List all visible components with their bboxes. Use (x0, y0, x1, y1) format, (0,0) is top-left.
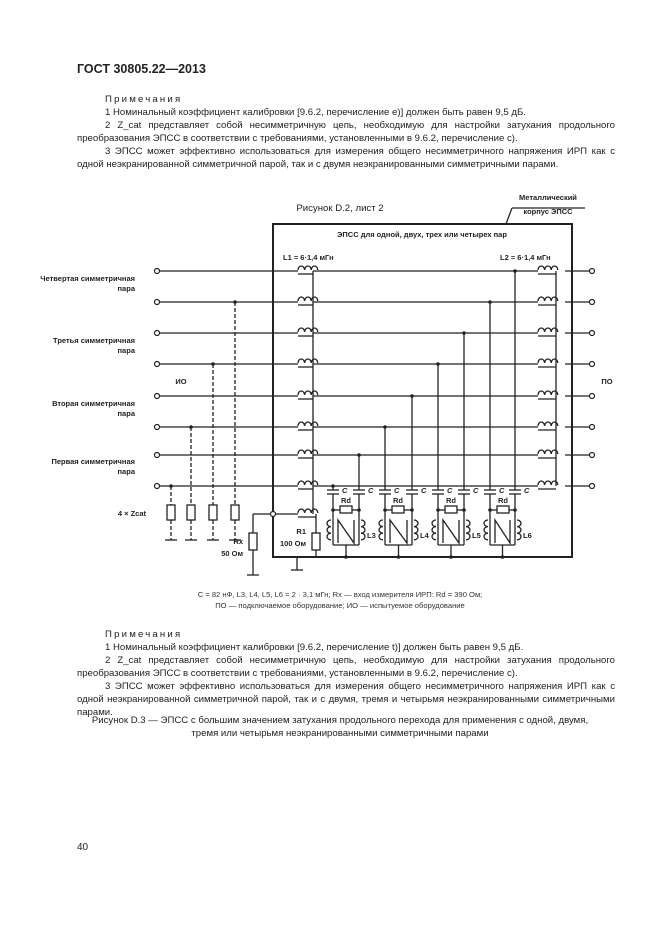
notes-title: Примечания (105, 629, 183, 640)
terminal (155, 453, 160, 458)
coil-label: L6 (523, 531, 532, 540)
housing-label: корпус ЭПСС (523, 207, 573, 216)
metal-housing (273, 224, 572, 557)
transformer-symbol (495, 520, 510, 543)
capacitor-label: C (368, 486, 374, 495)
inductor (538, 391, 558, 395)
note-3: 3 ЭПСС может эффективно использоваться для измерения общего несимметричного напряжения ИРП как с одной неэкранированной симметричной парой, так и с двумя, тремя и четырьмя неэкранированными симметричными парами. (77, 681, 615, 718)
zcat-resistor (209, 505, 217, 520)
junction-dot (501, 555, 505, 559)
figure-caption-line-1: Рисунок D.3 — ЭПСС с большим значением затухания продольного перехода для применения с одной, двумя, (91, 715, 589, 726)
l1-label: L1 = 6·1,4 мГн (283, 253, 334, 262)
inductor (538, 266, 558, 270)
coil-label: L4 (420, 531, 429, 540)
pair-label: пара (117, 284, 135, 293)
r1-value: 100 Ом (280, 539, 306, 548)
note-2: 2 Z_cat представляет собой несимметричную цепь, необходимую для настройки затухания продольного преобразования ЭПСС в соответствии с требованиями, установленными в 9.6.2, перечисление c). (77, 120, 615, 144)
notes-title: Примечания (105, 94, 183, 105)
pair-label: пара (117, 467, 135, 476)
terminal (590, 484, 595, 489)
capacitor-label: C (394, 486, 400, 495)
terminal (590, 300, 595, 305)
diagram-legend-1: C = 82 нФ, L3, L4, L5, L6 = 2 · 3,1 мГн; Rx — вход измерителя ИРП: Rd = 390 Ом; (197, 590, 483, 599)
junction-dot (449, 555, 453, 559)
terminal (155, 331, 160, 336)
rd-resistor (497, 506, 509, 513)
terminal (155, 269, 160, 274)
inductor (298, 422, 318, 426)
r1-label: R1 (296, 527, 306, 536)
terminal (590, 269, 595, 274)
io-label: ИО (175, 377, 187, 386)
terminal (155, 362, 160, 367)
coil (484, 520, 488, 540)
zcat-label: 4 × Zcat (117, 509, 146, 518)
inductor (298, 391, 318, 395)
capacitor-label: C (421, 486, 427, 495)
pair-label: пара (117, 346, 135, 355)
inductor (298, 266, 318, 270)
zcat-resistor (231, 505, 239, 520)
prev-figure-caption: Рисунок D.2, лист 2 (296, 203, 384, 214)
page-number: 40 (77, 842, 89, 853)
terminal (155, 394, 160, 399)
rd-label: Rd (498, 496, 508, 505)
coil (466, 520, 470, 540)
note-1: 1 Номинальный коэффициент калибровки [9.6.2, перечисление e)] должен быть равен 9,5 дБ. (105, 107, 526, 118)
inductor (538, 328, 558, 332)
inductor (298, 509, 318, 513)
note-1: 1 Номинальный коэффициент калибровки [9.6.2, перечисление t)] должен быть равен 9,5 дБ. (105, 642, 524, 653)
note-3: 3 ЭПСС может эффективно использоваться для измерения общего несимметричного напряжения ИРП как с одной неэкранированной симметричной парой, так и с двумя неэкранированными симметричными парами. (77, 146, 615, 170)
rx-label: Rx (233, 537, 243, 546)
document-header: ГОСТ 30805.22—2013 (77, 62, 206, 76)
zcat-resistor (167, 505, 175, 520)
capacitor-label: C (524, 486, 530, 495)
transformer-symbol (338, 520, 354, 543)
rx-resistor (249, 533, 257, 550)
terminal (271, 512, 276, 517)
inductor (298, 450, 318, 454)
coil (414, 520, 418, 540)
junction-dot (397, 555, 401, 559)
inductor (298, 481, 318, 485)
terminal (590, 362, 595, 367)
housing-label: Металлический (519, 193, 577, 202)
l2-label: L2 = 6·1,4 мГн (500, 253, 551, 262)
transformer-symbol (390, 520, 407, 543)
capacitor-label: C (342, 486, 348, 495)
inductor (538, 450, 558, 454)
inductor (298, 328, 318, 332)
rd-resistor (445, 506, 457, 513)
junction-dot (344, 555, 348, 559)
rx-value: 50 Ом (221, 549, 243, 558)
rd-resistor (340, 506, 352, 513)
diagram-legend-2: ПО — подключаемое оборудование; ИО — испытуемое оборудование (215, 601, 465, 610)
notes-bottom (77, 628, 615, 719)
zcat-resistor (187, 505, 195, 520)
pair-label: Третья симметричная (53, 336, 135, 345)
coil (327, 520, 331, 540)
housing-label-leader (506, 208, 512, 224)
pair-label: пара (117, 409, 135, 418)
pair-label: Четвертая симметричная (40, 274, 135, 283)
inductor (298, 297, 318, 301)
terminal (590, 331, 595, 336)
pair-label: Вторая симметричная (52, 399, 135, 408)
terminal (155, 425, 160, 430)
rd-label: Rd (341, 496, 351, 505)
rd-resistor (392, 506, 404, 513)
coil (361, 520, 365, 540)
po-label: ПО (601, 377, 613, 386)
coil (432, 520, 436, 540)
r1-resistor (312, 533, 320, 550)
terminal (590, 453, 595, 458)
inductor (538, 481, 558, 485)
rd-label: Rd (393, 496, 403, 505)
coil (517, 520, 521, 540)
figure-caption-line-2: тремя или четырьмя неэкранированными симметричными парами (191, 728, 489, 739)
transformer-symbol (443, 520, 459, 543)
terminal (155, 484, 160, 489)
rd-label: Rd (446, 496, 456, 505)
inductor (298, 359, 318, 363)
coil (379, 520, 383, 540)
capacitor-label: C (499, 486, 505, 495)
inductor (538, 297, 558, 301)
pair-label: Первая симметричная (51, 457, 135, 466)
inductor (538, 422, 558, 426)
terminal (155, 300, 160, 305)
coil-label: L5 (472, 531, 481, 540)
coil-label: L3 (367, 531, 376, 540)
capacitor-label: C (447, 486, 453, 495)
inductor (538, 359, 558, 363)
terminal (590, 394, 595, 399)
terminal (590, 425, 595, 430)
note-2: 2 Z_cat представляет собой несимметричную цепь, необходимую для настройки затухания продольного преобразования ЭПСС в соответствии с требованиями, установленными в 9.6.2, перечисление c). (77, 655, 615, 679)
box-title: ЭПСС для одной, двух, трех или четырех пар (337, 230, 507, 239)
capacitor-label: C (473, 486, 479, 495)
